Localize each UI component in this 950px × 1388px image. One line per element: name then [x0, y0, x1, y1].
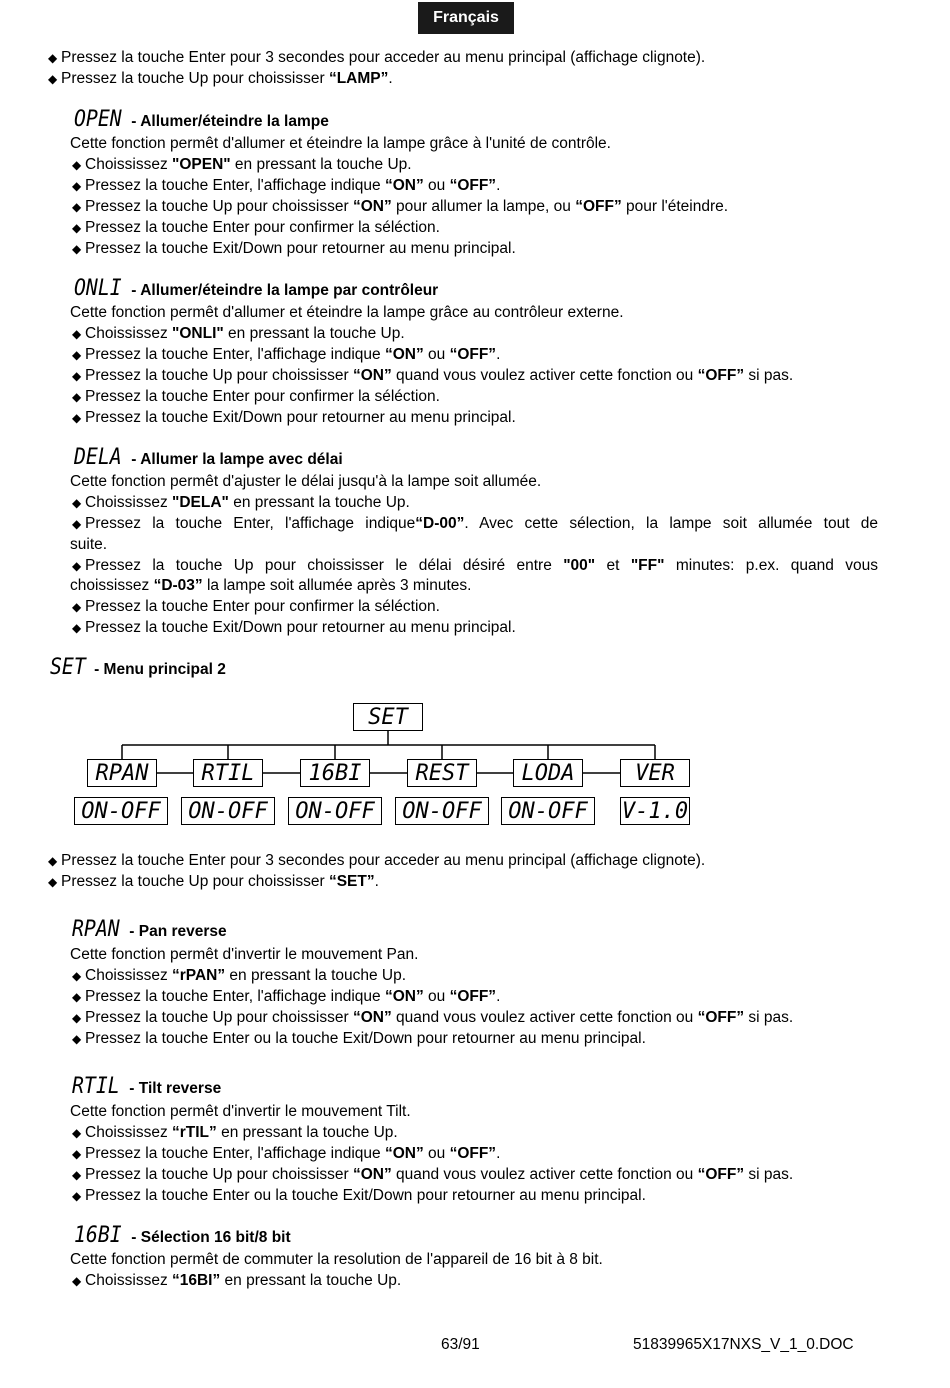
onli-bullet: ◆ Pressez la touche Enter pour confirmer la séléction. [72, 388, 440, 405]
bullet-diamond-icon: ◆ [48, 875, 58, 889]
onli-bullet: ◆ Pressez la touche Exit/Down pour retourner au menu principal. [72, 409, 516, 426]
bullet-diamond-icon: ◆ [72, 327, 82, 341]
onli-bullet: ◆ Choississez "ONLI" en pressant la touche Up. [72, 325, 405, 342]
onli-lcd-code: ONLI [74, 276, 122, 301]
rpan-title: - Pan reverse [129, 923, 227, 940]
16bi-lcd-code: 16BI [74, 1223, 122, 1248]
bullet-diamond-icon: ◆ [72, 621, 82, 635]
dela-bullet-cont: suite. [70, 536, 108, 553]
open-bullet: ◆ Pressez la touche Enter, l'affichage indique “ON” ou “OFF”. [72, 177, 501, 194]
open-bullet: ◆ Pressez la touche Exit/Down pour retourner au menu principal. [72, 240, 516, 257]
rtil-title: - Tilt reverse [129, 1080, 222, 1097]
rpan-heading [72, 918, 227, 944]
diagram-value-rpan: ON-OFF [74, 797, 168, 825]
bullet-diamond-icon: ◆ [72, 1189, 82, 1203]
bullet-diamond-icon: ◆ [72, 411, 82, 425]
rpan-lcd-code: RPAN [72, 917, 120, 942]
diagram-value-16bi: ON-OFF [288, 797, 382, 825]
bullet-diamond-icon: ◆ [72, 990, 82, 1004]
rtil-lcd-code: RTIL [72, 1074, 120, 1099]
diagram-value-rest: ON-OFF [395, 797, 489, 825]
intro1-line-1: ◆ Pressez la touche Enter pour 3 secondes pour acceder au menu principal (affichage clignote). [48, 49, 706, 66]
set-title: - Menu principal 2 [94, 661, 226, 678]
set-lcd-code: SET [50, 655, 86, 680]
bullet-diamond-icon: ◆ [72, 1274, 82, 1288]
16bi-bullet: ◆ Choississez “16BI” en pressant la touche Up. [72, 1272, 402, 1289]
diagram-root-set: SET [353, 703, 423, 731]
intro1-line-2: ◆ Pressez la touche Up pour choississer “LAMP”. [48, 70, 393, 87]
bullet-diamond-icon: ◆ [72, 1168, 82, 1182]
onli-desc: Cette fonction permêt d'allumer et éteindre la lampe grâce au contrôleur externe. [70, 304, 624, 321]
bullet-diamond-icon: ◆ [72, 369, 82, 383]
dela-lcd-code: DELA [74, 445, 122, 470]
diagram-value-loda: ON-OFF [501, 797, 595, 825]
bullet-diamond-icon: ◆ [72, 200, 82, 214]
bullet-diamond-icon: ◆ [72, 1032, 82, 1046]
rtil-bullet: ◆ Choississez “rTIL” en pressant la touche Up. [72, 1124, 398, 1141]
diagram-item-rpan: RPAN [87, 759, 157, 787]
onli-bullet: ◆ Pressez la touche Up pour choississer “ON” quand vous voulez activer cette fonction ou “OFF” si pas. [72, 367, 794, 384]
rpan-bullet: ◆ Pressez la touche Up pour choississer “ON” quand vous voulez activer cette fonction ou “OFF” si pas. [72, 1009, 794, 1026]
bullet-diamond-icon: ◆ [72, 559, 82, 573]
diagram-item-16bi: 16BI [300, 759, 370, 787]
open-bullet: ◆ Pressez la touche Up pour choississer “ON” pour allumer la lampe, ou “OFF” pour l'éteindre. [72, 198, 729, 215]
intro2-line-2: ◆ Pressez la touche Up pour choississer “SET”. [48, 873, 379, 890]
open-title: - Allumer/éteindre la lampe [131, 113, 329, 130]
rpan-desc: Cette fonction permêt d'invertir le mouvement Pan. [70, 946, 419, 963]
bullet-diamond-icon: ◆ [72, 158, 82, 172]
onli-title: - Allumer/éteindre la lampe par contrôleur [131, 282, 439, 299]
rtil-desc: Cette fonction permêt d'invertir le mouvement Tilt. [70, 1103, 411, 1120]
bullet-diamond-icon: ◆ [48, 51, 58, 65]
document-filename: 51839965X17NXS_V_1_0.DOC [633, 1336, 854, 1353]
diagram-value-rtil: ON-OFF [181, 797, 275, 825]
onli-bullet: ◆ Pressez la touche Enter, l'affichage indique “ON” ou “OFF”. [72, 346, 501, 363]
diagram-value-ver: V-1.0 [621, 798, 689, 824]
bullet-diamond-icon: ◆ [72, 348, 82, 362]
bullet-diamond-icon: ◆ [72, 1147, 82, 1161]
diagram-item-rtil: RTIL [193, 759, 263, 787]
diagram-item-loda: LODA [513, 759, 583, 787]
open-desc: Cette fonction permêt d'allumer et éteindre la lampe grâce à l'unité de contrôle. [70, 135, 611, 152]
bullet-diamond-icon: ◆ [72, 1011, 82, 1025]
rtil-bullet: ◆ Pressez la touche Enter, l'affichage indique “ON” ou “OFF”. [72, 1145, 501, 1162]
dela-bullet: ◆ Pressez la touche Up pour choississer le délai désiré entre "00" et "FF" minutes: p.ex. quand vous [72, 557, 878, 574]
dela-bullet-cont: choississez “D-03” la lampe soit allumée après 3 minutes. [70, 577, 472, 594]
dela-bullet: ◆ Choississez "DELA" en pressant la touche Up. [72, 494, 410, 511]
bullet-diamond-icon: ◆ [72, 1126, 82, 1140]
page-number: 63/91 [441, 1336, 480, 1353]
rpan-bullet: ◆ Choississez “rPAN” en pressant la touche Up. [72, 967, 407, 984]
bullet-diamond-icon: ◆ [72, 242, 82, 256]
bullet-diamond-icon: ◆ [48, 854, 58, 868]
bullet-diamond-icon: ◆ [72, 969, 82, 983]
intro2-line-1: ◆ Pressez la touche Enter pour 3 secondes pour acceder au menu principal (affichage clignote). [48, 852, 706, 869]
open-bullet: ◆ Pressez la touche Enter pour confirmer la séléction. [72, 219, 440, 236]
16bi-title: - Sélection 16 bit/8 bit [131, 1229, 291, 1246]
bullet-diamond-icon: ◆ [72, 496, 82, 510]
language-badge: Français [418, 2, 514, 34]
dela-desc: Cette fonction permêt d'ajuster le délai jusqu'à la lampe soit allumée. [70, 473, 542, 490]
diagram-item-rest: REST [407, 759, 477, 787]
bullet-diamond-icon: ◆ [72, 221, 82, 235]
rtil-bullet: ◆ Pressez la touche Up pour choississer “ON” quand vous voulez activer cette fonction ou “OFF” si pas. [72, 1166, 794, 1183]
16bi-heading [74, 1224, 291, 1250]
bullet-diamond-icon: ◆ [72, 179, 82, 193]
open-bullet: ◆ Choississez "OPEN" en pressant la touche Up. [72, 156, 412, 173]
rpan-bullet: ◆ Pressez la touche Enter ou la touche Exit/Down pour retourner au menu principal. [72, 1030, 646, 1047]
open-lcd-code: OPEN [74, 107, 122, 132]
dela-title: - Allumer la lampe avec délai [131, 451, 343, 468]
dela-bullet: ◆ Pressez la touche Exit/Down pour retourner au menu principal. [72, 619, 516, 636]
16bi-desc: Cette fonction permêt de commuter la resolution de l'appareil de 16 bit à 8 bit. [70, 1251, 603, 1268]
rtil-bullet: ◆ Pressez la touche Enter ou la touche Exit/Down pour retourner au menu principal. [72, 1187, 646, 1204]
rpan-bullet: ◆ Pressez la touche Enter, l'affichage indique “ON” ou “OFF”. [72, 988, 501, 1005]
bullet-diamond-icon: ◆ [72, 390, 82, 404]
rtil-heading [72, 1075, 221, 1101]
bullet-diamond-icon: ◆ [72, 517, 82, 531]
diagram-item-ver: VER [620, 759, 690, 787]
dela-bullet: ◆ Pressez la touche Enter pour confirmer la séléction. [72, 598, 440, 615]
dela-bullet: ◆ Pressez la touche Enter, l'affichage indique“D-00”. Avec cette sélection, la lampe soit allumée tout de [72, 515, 878, 532]
bullet-diamond-icon: ◆ [48, 72, 58, 86]
bullet-diamond-icon: ◆ [72, 600, 82, 614]
